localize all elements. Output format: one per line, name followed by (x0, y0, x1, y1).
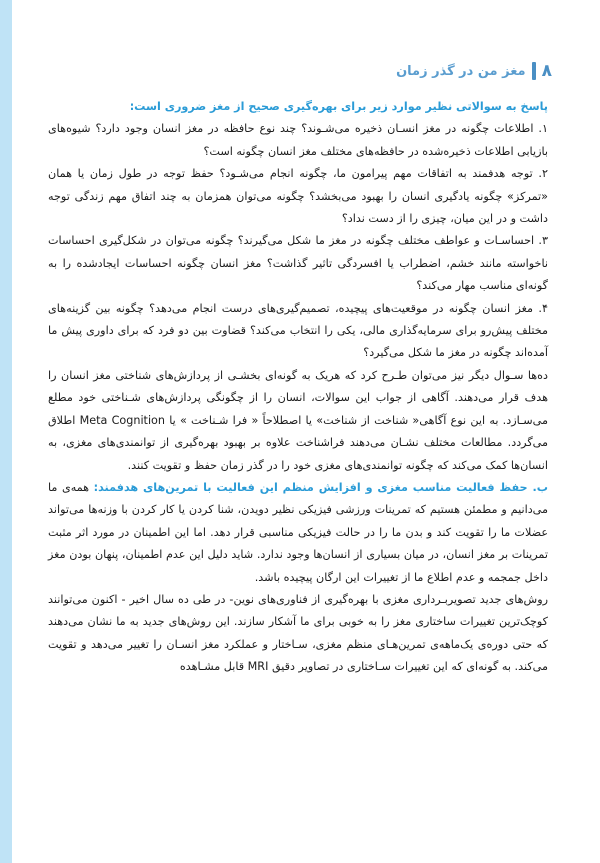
header-divider (532, 62, 536, 80)
section-b-paragraph-1-text: همه‌ی ما می‌دانیم و مطمئن هستیم که تمرینات ورزشی فیزیکی نظیر دویدن، شنا کردن یا کار کردن با وزنه‌ها می‌تواند عضلات ما را تقویت کند و بدن ما را در حالت فیزیکی مناسبی قرار دهد. اما این اطمینان در مورد اثر مثبت تمرینات بر مغز انسان، در میان بسیاری از انسان‌ها وجود ندارد. شاید دلیل این عدم اطمینان، پنهان بودن مغز داخل جمجمه و عدم اطلاع ما از تغییرات این ارگان پیچیده باشد. (48, 480, 548, 584)
section-a-heading: پاسخ به سوالاتی نظیر موارد زیر برای بهره‌گیری صحیح از مغز ضروری است: (129, 100, 548, 113)
page-spine-strip (0, 0, 12, 863)
section-b-heading: ب. حفظ فعالیت مناسب مغزی و افزایش منظم این فعالیت با تمرین‌های هدفمند: (93, 480, 548, 494)
page-number: ۸ (541, 61, 552, 81)
section-a-closing-paragraph: ده‌ها سـوال دیگر نیز می‌توان طـرح کرد که هریک به گونه‌ای بخشـی از پردازش‌های شناختی مغز انسان را هدف قرار می‌دهند. آگاهی از جواب این سوالات، انسان را از چگونگی پردازش‌های شـناختی خود مطلع می‌سـازد. به این نوع آگاهی« شناخت از شناخت» یا اصطلاحاً « فرا شـناخت » یا Meta Cognition اطلاق می‌گردد. مطالعات مختلف نشـان می‌دهند فراشناخت علاوه بر بهبود بهره‌گیری از توانمندی‌های مغزی، به انسان‌ها کمک می‌کند که چگونه توانمندی‌های مغزی خود را در گذر زمان حفظ و تقویت کنند. (48, 368, 548, 472)
question-1: ۱. اطلاعات چگونه در مغز انسـان ذخیره می‌شـوند؟ چند نوع حافظه در مغز انسان وجود دارد؟ شیوه‌های بازیابی اطلاعات ذخیره‌شده در حافظه‌های مختلف مغز انسان چگونه است؟ (48, 122, 548, 158)
running-title: مغز من در گذر زمان (396, 63, 526, 79)
page-body (48, 96, 548, 805)
question-3: ۳. احساسـات و عواطف مختلف چگونه در مغز ما شکل می‌گیرند؟ چگونه می‌توان در شکل‌گیری احساسات ناخواسته مانند خشم، اضطراب یا افسردگی تاثیر گذاشت؟ مغز انسان چگونه احساسات ایجادشده را به گونه‌ای مناسب مهار می‌کند؟ (48, 234, 548, 293)
page-header (60, 58, 552, 84)
section-b-paragraph-1 (48, 477, 548, 589)
question-2: ۲. توجه هدفمند به اتفاقات مهم پیرامون ما، چگونه انجام می‌شـود؟ حفظ توجه در طول زمان یا همان «تمرکز» چگونه یادگیری انسان را بهبود می‌بخشد؟ چگونه می‌توان همزمان به چند اتفاق مهم زندگی توجه داشت و در این میان، چیزی را از دست نداد؟ (48, 167, 548, 226)
section-b-paragraph-2: روش‌های جدید تصویربـرداری مغزی با بهره‌گیری از فناوری‌های نوین- در طی ده سال اخیر - اکنون می‌توانند کوچک‌ترین تغییرات ساختاری مغز را به خوبی برای ما آشکار سازند. این روش‌های جدید به ما نشان می‌دهند که حتی دوره‌ی یک‌ماهه‌ی تمرین‌هـای منظم مغزی، سـاختار و عملکرد مغز انسـان را تغییر می‌دهد و تقویت می‌کند. به گونه‌ای که این تغییرات سـاختاری در تصاویر دقیق MRI قابل مشـاهده (48, 592, 548, 674)
question-4: ۴. مغز انسان چگونه در موقعیت‌های پیچیده، تصمیم‌گیری‌های درست انجام می‌دهد؟ چگونه بین گزینه‌های مختلف پیش‌رو برای سرمایه‌گذاری مالی، یکی را انتخاب می‌کند؟ قضاوت بین دو فرد که برای داوری پیش ما آمده‌اند چگونه در مغز ما شکل می‌گیرد؟ (48, 301, 548, 360)
